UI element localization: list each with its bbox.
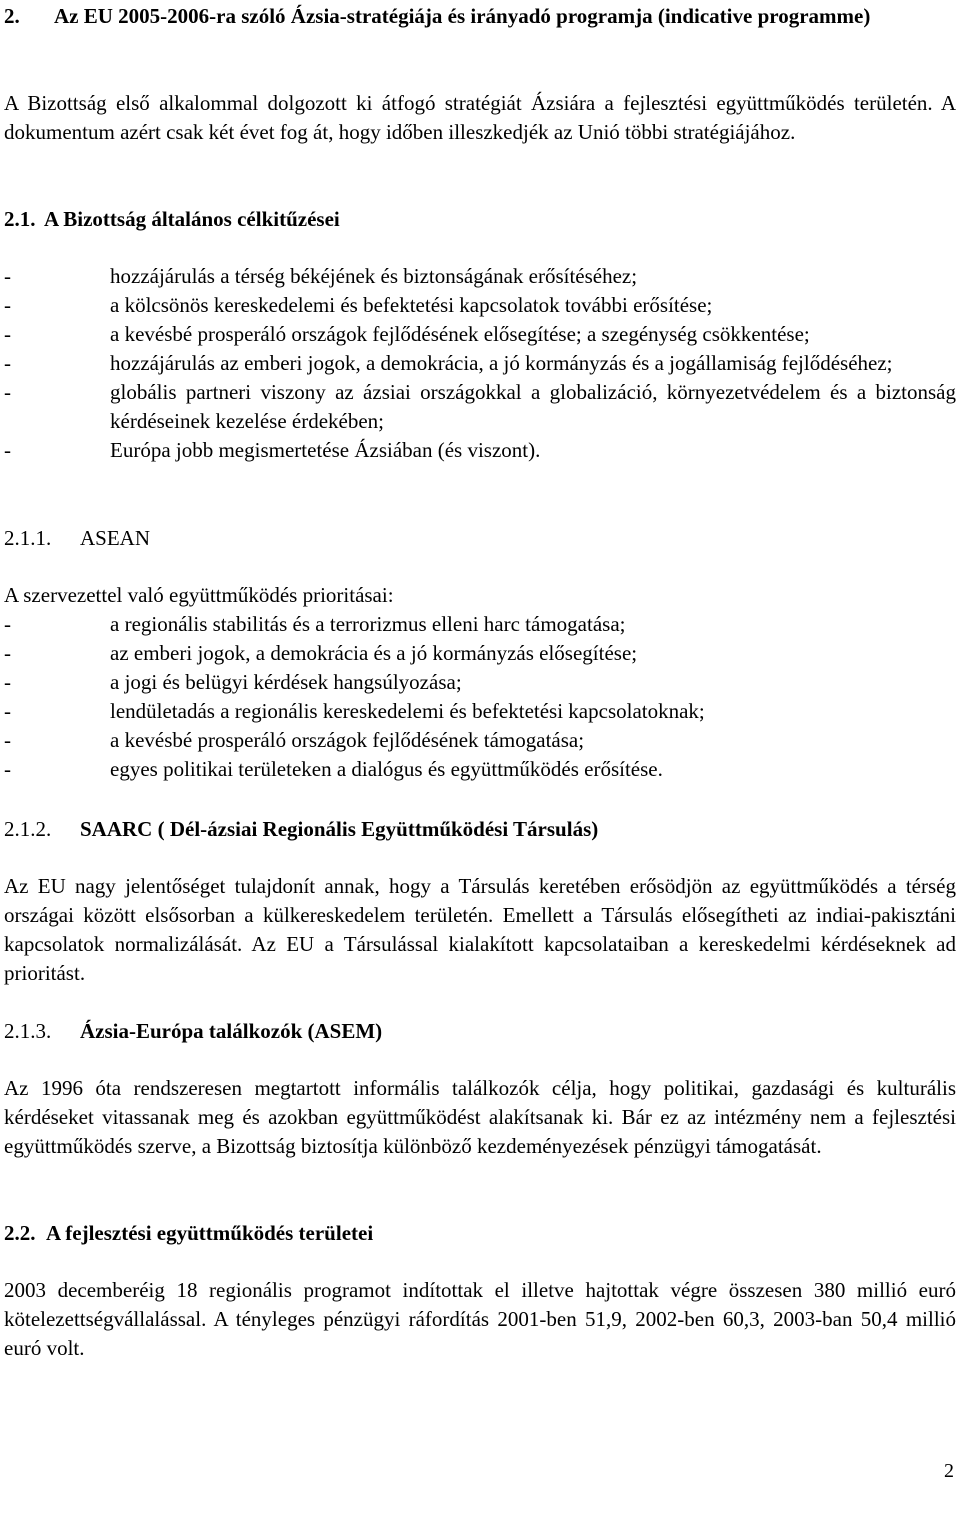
section-2-number: 2. — [4, 4, 20, 28]
section-2-1-3-heading — [4, 1017, 956, 1046]
dash-marker: - — [4, 641, 11, 665]
dash-marker: - — [4, 264, 11, 288]
development-body: 2003 decemberéig 18 regionális programot indítottak el illetve hajtottak végre összesen 380 millió euró kötelezettségvállalással. A tényleges pénzügyi ráfordítás 2001-ben 51,9, 2002-ben 60,3, 2003-ban 50,4 millió euró volt. — [4, 1278, 956, 1360]
dash-marker: - — [4, 728, 11, 752]
section-2-2-heading — [4, 1219, 956, 1248]
list-item-text: egyes politikai területeken a dialógus és együttműködés erősítése. — [110, 757, 663, 781]
list-item-text: a kevésbé prosperáló országok fejlődésének támogatása; — [110, 728, 585, 752]
list-item — [4, 668, 956, 697]
dash-marker: - — [4, 438, 11, 462]
list-item — [4, 697, 956, 726]
dash-marker: - — [4, 699, 11, 723]
section-2-1-1-title: ASEAN — [80, 526, 151, 550]
list-item-text: a jogi és belügyi kérdések hangsúlyozása; — [110, 670, 462, 694]
dash-marker: - — [4, 670, 11, 694]
section-2-1-2-number: 2.1.2. — [4, 817, 52, 841]
dash-marker: - — [4, 380, 11, 404]
dash-marker: - — [4, 322, 11, 346]
list-item-text: az emberi jogok, a demokrácia és a jó kormányzás elősegítése; — [110, 641, 638, 665]
list-item — [4, 726, 956, 755]
goals-list — [4, 262, 956, 465]
list-item-text: lendületadás a regionális kereskedelemi és befektetési kapcsolatoknak; — [110, 699, 705, 723]
asem-body: Az 1996 óta rendszeresen megtartott informális találkozók célja, hogy politikai, gazdasági és kulturális kérdéseket vitassanak meg és azokban együttműködést alakítsanak ki. Bár ez az intézmény nem a fejlesztési együttműködés szerve, a Bizottság biztosítja különböző kezdeményezések pénzügyi támogatását. — [4, 1076, 956, 1158]
list-item-text: globális partneri viszony az ázsiai országokkal a globalizáció, környezetvédelem és a biztonság kérdéseinek kezelése érdekében; — [110, 380, 956, 433]
page-number: 2 — [944, 1460, 954, 1482]
section-2-1-3-title: Ázsia-Európa találkozók (ASEM) — [80, 1019, 383, 1043]
section-2-2-title: A fejlesztési együttműködés területei — [46, 1221, 374, 1245]
list-item-text: hozzájárulás a térség békéjének és biztonságának erősítéséhez; — [110, 264, 638, 288]
saarc-body: Az EU nagy jelentőséget tulajdonít annak, hogy a Társulás keretében erősödjön az együttműködés a térség országai között elsősorban a külkereskedelem területén. Emellett a Társulás elősegítheti az indiai-pakisztáni kapcsolatok normalizálását. Az EU a Társulással kialakított kapcsolataiban a kereskedelmi kérdéseknek ad prioritást. — [4, 874, 956, 985]
list-item-text: hozzájárulás az emberi jogok, a demokrácia, a jó kormányzás és a jogállamiság fejlődéséhez; — [110, 351, 893, 375]
section-2-intro: A Bizottság első alkalommal dolgozott ki átfogó stratégiát Ázsiára a fejlesztési együttműködés területén. A dokumentum azért csak két évet fog át, hogy időben illeszkedjék az Unió többi stratégiájához. — [4, 91, 956, 144]
list-item — [4, 291, 956, 320]
section-2-heading — [4, 2, 956, 31]
section-2-2-number: 2.2. — [4, 1221, 36, 1245]
section-2-1-2-title: SAARC ( Dél-ázsiai Regionális Együttműködési Társulás) — [80, 817, 599, 841]
section-2-1-title: A Bizottság általános célkitűzései — [44, 207, 340, 231]
section-2-1-3-number: 2.1.3. — [4, 1019, 52, 1043]
section-2-1-2-heading — [4, 815, 956, 844]
list-item — [4, 349, 956, 378]
list-item — [4, 262, 956, 291]
list-item — [4, 436, 956, 465]
list-item-text: Európa jobb megismertetése Ázsiában (és viszont). — [110, 438, 541, 462]
list-item — [4, 378, 956, 436]
section-2-1-1-heading — [4, 524, 956, 553]
list-item-text: a kölcsönös kereskedelemi és befektetési kapcsolatok további erősítése; — [110, 293, 713, 317]
asean-intro: A szervezettel való együttműködés prioritásai: — [4, 583, 394, 607]
dash-marker: - — [4, 612, 11, 636]
list-item — [4, 320, 956, 349]
section-2-1-number: 2.1. — [4, 207, 36, 231]
list-item — [4, 610, 956, 639]
list-item — [4, 755, 956, 784]
section-2-1-heading — [4, 205, 956, 234]
section-2-1-1-number: 2.1.1. — [4, 526, 52, 550]
section-2-title: Az EU 2005-2006-ra szóló Ázsia-stratégiája és irányadó programja (indicative programme) — [54, 4, 871, 28]
list-item — [4, 639, 956, 668]
list-item-text: a regionális stabilitás és a terrorizmus elleni harc támogatása; — [110, 612, 626, 636]
list-item-text: a kevésbé prosperáló országok fejlődésének elősegítése; a szegénység csökkentése; — [110, 322, 810, 346]
dash-marker: - — [4, 757, 11, 781]
asean-priorities-list — [4, 610, 956, 784]
dash-marker: - — [4, 293, 11, 317]
dash-marker: - — [4, 351, 11, 375]
